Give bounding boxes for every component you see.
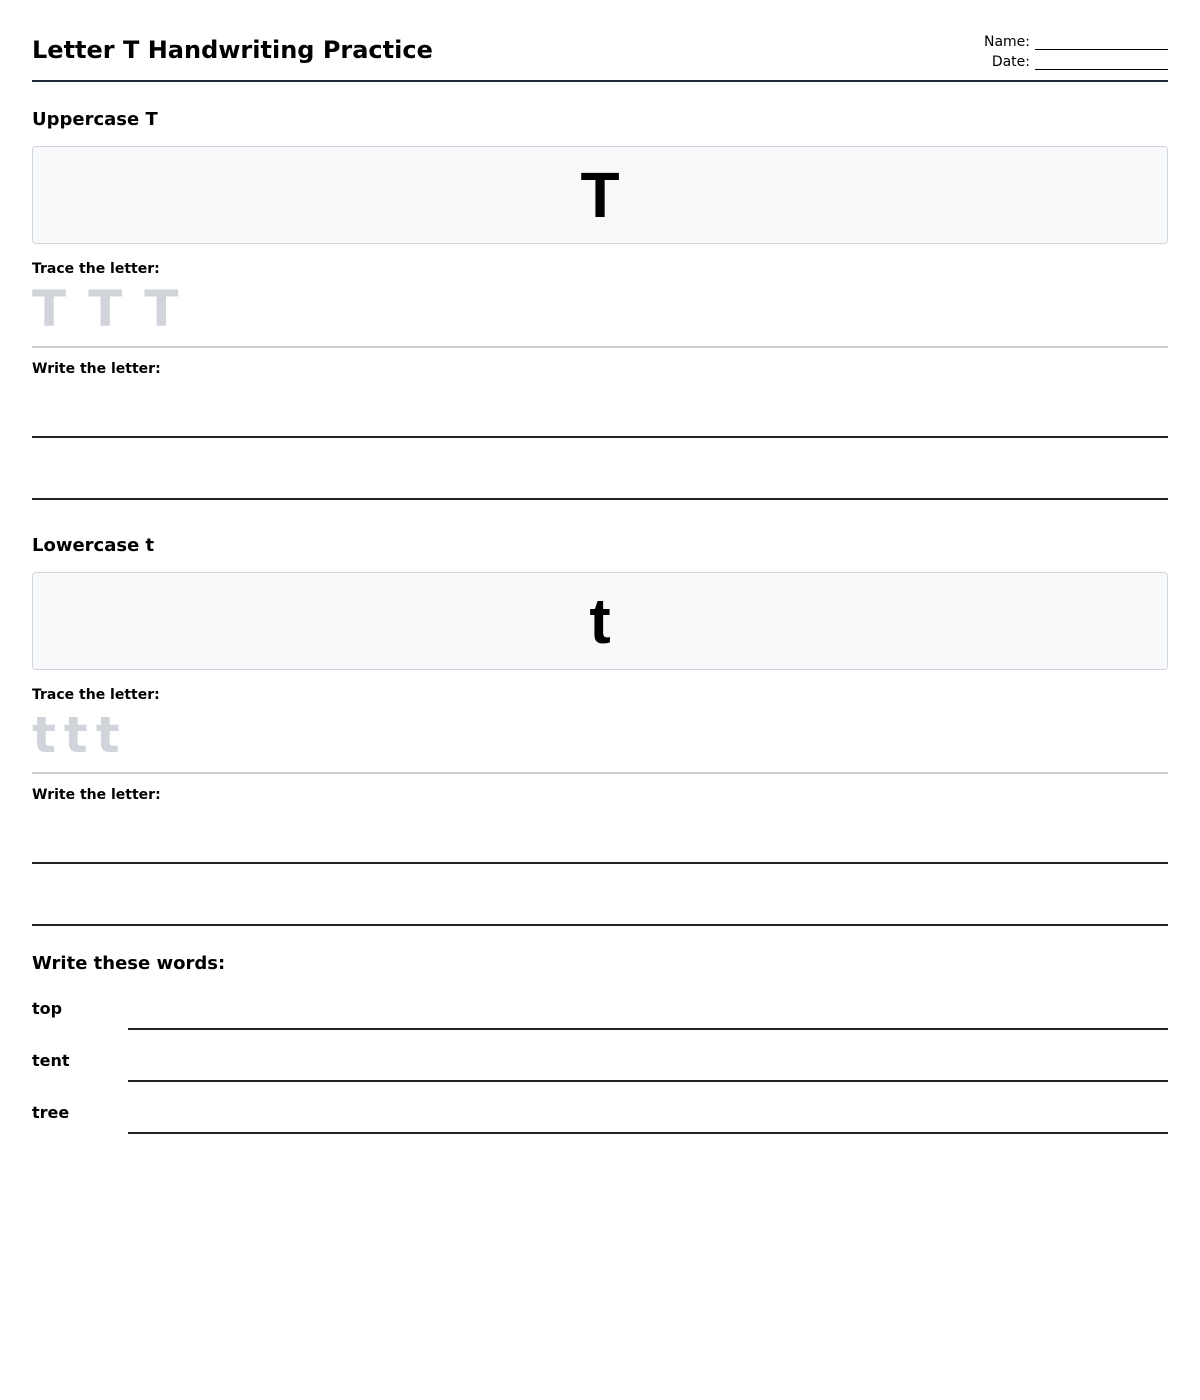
lowercase-title: Lowercase t: [32, 535, 155, 556]
writing-line[interactable]: [32, 862, 1168, 864]
name-blank[interactable]: [1035, 35, 1168, 50]
trace-letter: t: [95, 706, 120, 764]
trace-label: Trace the letter:: [32, 261, 160, 277]
trace-letters: [32, 706, 128, 764]
word-label: tree: [32, 1103, 70, 1122]
trace-letter: t: [63, 706, 88, 764]
date-blank[interactable]: [1035, 55, 1168, 70]
word-writing-line[interactable]: [128, 1028, 1168, 1030]
name-label: Name:: [983, 34, 1030, 50]
trace-letters: [32, 280, 200, 338]
write-label: Write the letter:: [32, 787, 161, 803]
name-field[interactable]: [984, 34, 1168, 50]
date-label: Date:: [991, 54, 1030, 70]
word-label: tent: [32, 1051, 70, 1070]
trace-letter: t: [32, 706, 56, 764]
model-letter: T: [580, 159, 620, 231]
trace-letter: T: [32, 280, 67, 338]
trace-label: Trace the letter:: [32, 687, 160, 703]
write-label: Write the letter:: [32, 361, 161, 377]
trace-baseline: [32, 772, 1168, 774]
model-letter: t: [589, 585, 611, 657]
uppercase-model-box: [32, 146, 1168, 244]
writing-line[interactable]: [32, 498, 1168, 500]
trace-baseline: [32, 346, 1168, 348]
page-title: Letter T Handwriting Practice: [32, 36, 433, 64]
writing-line[interactable]: [32, 436, 1168, 438]
word-writing-line[interactable]: [128, 1080, 1168, 1082]
date-field[interactable]: [992, 54, 1168, 70]
word-writing-line[interactable]: [128, 1132, 1168, 1134]
trace-letter: T: [144, 280, 179, 338]
uppercase-title: Uppercase T: [32, 109, 158, 130]
words-title: Write these words:: [32, 953, 226, 974]
header-divider: [32, 80, 1168, 82]
lowercase-model-box: [32, 572, 1168, 670]
word-label: top: [32, 999, 63, 1018]
trace-letter: T: [88, 280, 123, 338]
writing-line[interactable]: [32, 924, 1168, 926]
